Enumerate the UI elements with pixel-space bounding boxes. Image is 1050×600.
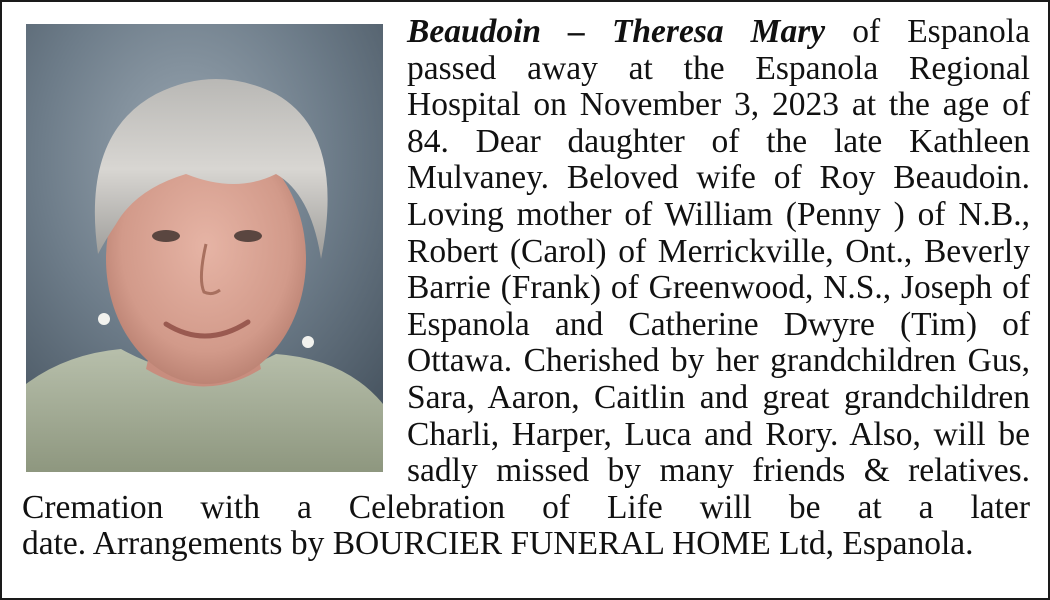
obituary-body: of Espanola passed away at the Espanola Regional Hospital on November 3, 2023 at the age of 84. Dear daughter of the late Kathleen Mulvaney. Beloved wife of Roy Beaudoin. Loving mother of William (Penny ) of N.B., Robert (Carol) of Merrickville, Ont., Beverly Barrie (Frank) of Greenwood, N.S., Joseph of Espanola and Catherine Dwyre (Tim) of Ottawa. Cherished by her grandchildren Gus, Sara, Aaron, Caitlin and great grandchildren Charli, Harper, Luca and Rory. Also, will be sadly missed by many friends & relatives. Cremation with a Celebration of Life will be at a later [22,13,1030,526]
portrait-image [26,24,383,472]
obituary-content [22,14,1030,594]
portrait-photo [26,24,383,472]
deceased-name: Beaudoin – Theresa Mary [407,13,826,50]
obituary-closing: date. Arrangements by BOURCIER FUNERAL HOME Ltd, Espanola. [22,525,974,563]
